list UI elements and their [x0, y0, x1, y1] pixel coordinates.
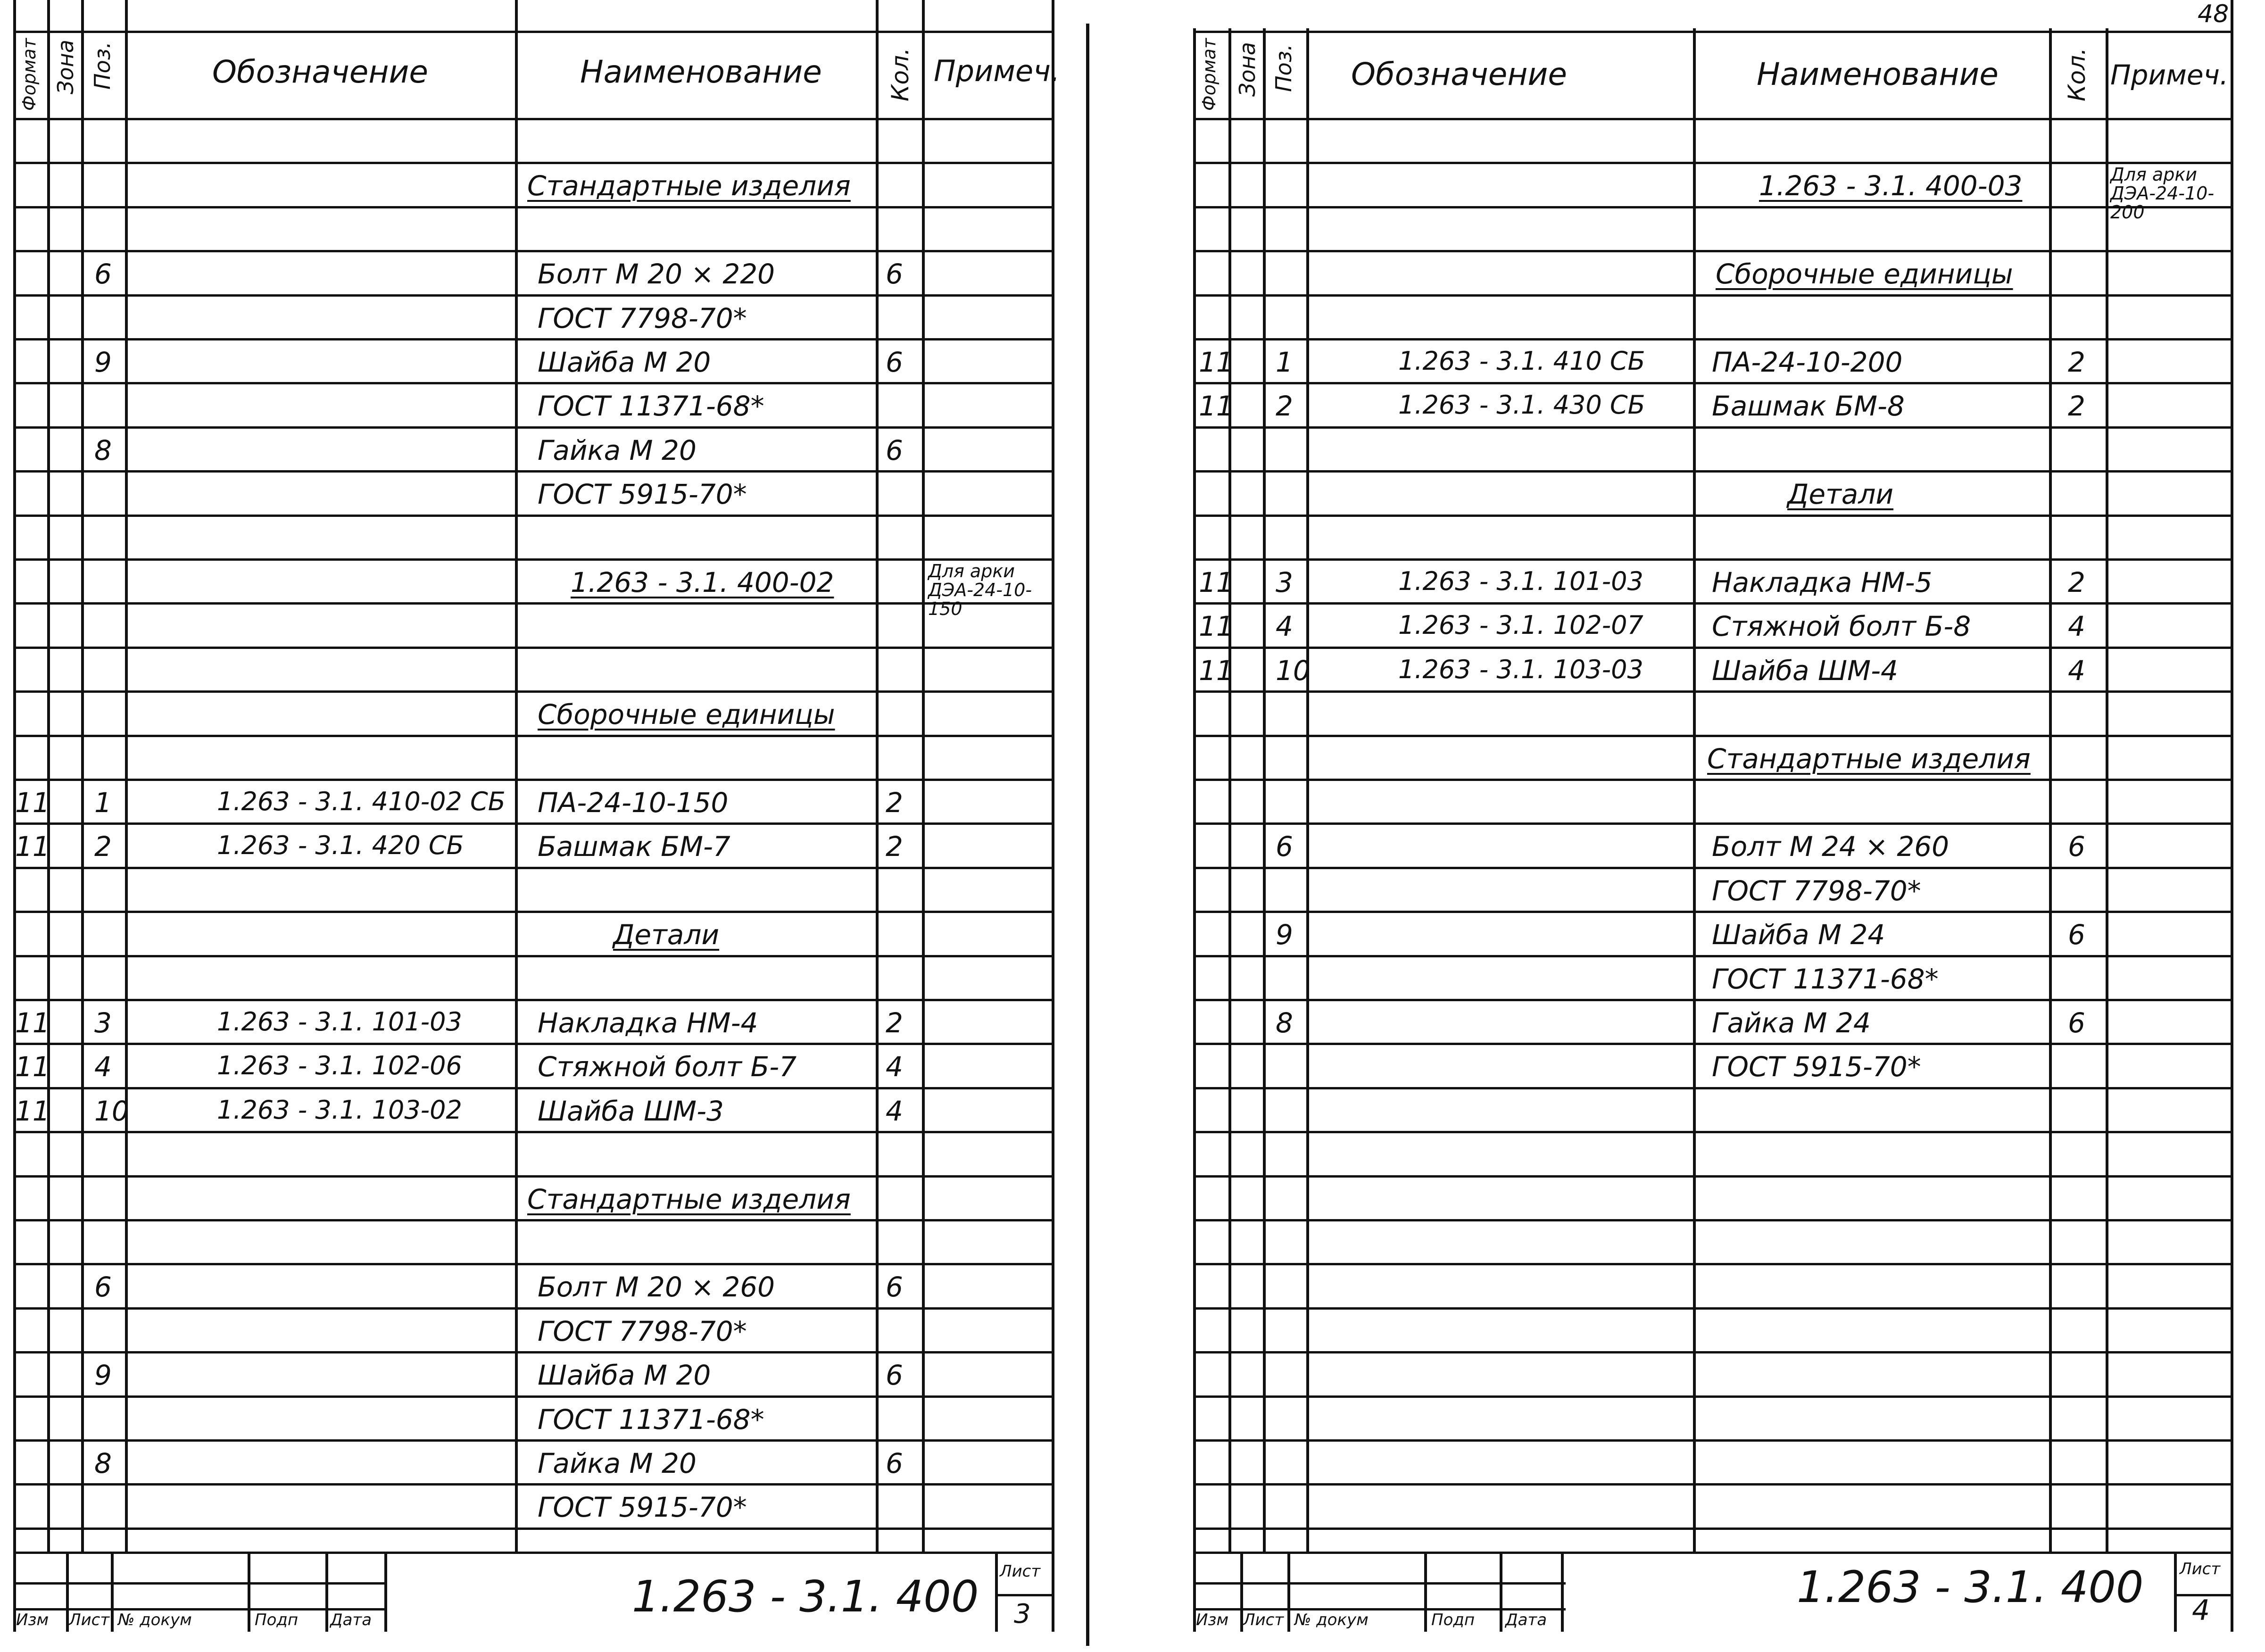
- grid-line: [248, 1552, 250, 1632]
- sheet-number: 3: [1014, 1599, 1031, 1629]
- title-block-line: [995, 1594, 1052, 1596]
- tb-label-date: Дата: [330, 1610, 372, 1629]
- grid-line: [81, 0, 84, 1552]
- row-line: [1193, 1131, 2233, 1133]
- document-number: 1.263 - 3.1. 400: [1797, 1562, 2144, 1612]
- row-line: [13, 647, 1053, 649]
- row-line: [1193, 647, 2233, 649]
- grid-line: [515, 0, 518, 1552]
- cell-position: 9: [94, 346, 112, 378]
- cell-format: 11: [1199, 390, 1234, 423]
- grid-line: [995, 1552, 998, 1632]
- row-line: [1193, 470, 2233, 473]
- cell-designation: 1.263 - 3.1. 101-03: [217, 1007, 462, 1037]
- cell-quantity: 4: [2068, 610, 2085, 643]
- cell-designation: 1.263 - 3.1. 103-02: [217, 1095, 462, 1125]
- grid-line: [1193, 28, 1196, 1632]
- cell-position: 10: [1276, 654, 1311, 687]
- row-line: [1193, 1483, 2233, 1486]
- cell-format: 11: [15, 830, 50, 863]
- section-heading: 1.263 - 3.1. 400-02: [571, 566, 834, 598]
- cell-name: ГОСТ 5915-70*: [1712, 1051, 1921, 1083]
- grid-line: [1500, 1552, 1502, 1632]
- sheet-number: 4: [2192, 1594, 2210, 1627]
- cell-position: 8: [1276, 1007, 1293, 1039]
- cell-quantity: 2: [886, 1007, 903, 1039]
- row-line: [13, 382, 1053, 384]
- row-line: [1193, 1175, 2233, 1178]
- col-header-designation: Обозначение: [212, 54, 428, 90]
- cell-name: Накладка НМ-5: [1712, 566, 1933, 598]
- col-header-zone: Зона: [53, 40, 78, 94]
- row-line: [13, 1175, 1053, 1178]
- row-line: [13, 470, 1053, 473]
- row-line: [1193, 867, 2233, 869]
- cell-designation: 1.263 - 3.1. 103-03: [1398, 654, 1643, 684]
- corner-page-mark: 48: [2198, 0, 2229, 28]
- grid-line: [1693, 28, 1696, 1552]
- cell-position: 9: [1276, 919, 1293, 951]
- tb-label-doc: № докум: [118, 1610, 192, 1629]
- row-line: [1193, 1439, 2233, 1442]
- section-heading: Детали: [1787, 478, 1894, 511]
- cell-name: Шайба М 24: [1712, 919, 1885, 951]
- sheet-label: Лист: [1000, 1562, 1041, 1581]
- row-line: [1193, 118, 2233, 120]
- row-line: [1193, 911, 2233, 913]
- cell-quantity: 6: [2068, 1007, 2085, 1039]
- sheet-label: Лист: [2180, 1560, 2221, 1578]
- grid-line: [111, 1552, 114, 1632]
- cell-name: Шайба М 20: [538, 1359, 711, 1392]
- grid-line: [1263, 28, 1266, 1552]
- row-line: [13, 867, 1053, 869]
- row-line: [13, 558, 1053, 561]
- row-line: [1193, 1395, 2233, 1398]
- cell-name: Болт М 20 × 220: [538, 258, 775, 291]
- row-line: [13, 735, 1053, 737]
- row-line: [1193, 735, 2233, 737]
- cell-name: Гайка М 20: [538, 434, 697, 466]
- section-heading: Сборочные единицы: [1716, 258, 2013, 291]
- cell-name: ПА-24-10-150: [538, 787, 729, 819]
- cell-designation: 1.263 - 3.1. 430 СБ: [1398, 390, 1645, 420]
- cell-quantity: 6: [886, 1271, 903, 1303]
- row-line: [1193, 779, 2233, 781]
- cell-quantity: 6: [886, 434, 903, 466]
- row-line: [13, 426, 1053, 429]
- title-block-line: [13, 1582, 386, 1585]
- cell-quantity: 6: [886, 1359, 903, 1392]
- cell-name: Гайка М 20: [538, 1447, 697, 1479]
- cell-quantity: 2: [2068, 390, 2085, 423]
- row-line: [13, 1131, 1053, 1133]
- grid-line: [1052, 0, 1054, 1632]
- cell-name: ГОСТ 5915-70*: [538, 478, 747, 511]
- row-line: [13, 1307, 1053, 1310]
- row-line: [1193, 999, 2233, 1001]
- row-line: [1193, 515, 2233, 517]
- cell-name: ГОСТ 7798-70*: [1712, 874, 1921, 907]
- col-header-pos: Поз.: [90, 42, 115, 90]
- binding-edge-line: [1086, 24, 1089, 1646]
- cell-format: 11: [1199, 566, 1234, 598]
- row-line: [13, 1087, 1053, 1089]
- cell-position: 8: [94, 1447, 112, 1479]
- tb-label-doc: № докум: [1294, 1610, 1369, 1629]
- grid-line: [876, 0, 879, 1552]
- grid-line: [47, 0, 50, 1552]
- tb-label-izm: Изм: [1196, 1610, 1229, 1629]
- title-block-border: [1193, 1552, 2233, 1554]
- col-header-format: Формат: [19, 38, 40, 111]
- row-line: [13, 1439, 1053, 1442]
- cell-position: 3: [1276, 566, 1293, 598]
- row-line: [1193, 822, 2233, 825]
- section-heading: 1.263 - 3.1. 400-03: [1759, 170, 2023, 202]
- cell-position: 2: [1276, 390, 1293, 423]
- cell-quantity: 6: [2068, 919, 2085, 951]
- cell-position: 6: [1276, 830, 1293, 863]
- cell-quantity: 6: [2068, 830, 2085, 863]
- cell-designation: 1.263 - 3.1. 420 СБ: [217, 830, 464, 861]
- col-header-qty: Кол.: [887, 48, 914, 101]
- col-header-note: Примеч.: [934, 54, 1060, 88]
- cell-format: 11: [15, 1051, 50, 1083]
- row-line: [13, 690, 1053, 693]
- row-line: [13, 1043, 1053, 1045]
- cell-designation: 1.263 - 3.1. 410-02 СБ: [217, 787, 506, 816]
- row-line: [13, 1527, 1053, 1530]
- tb-label-izm: Изм: [16, 1610, 49, 1629]
- section-heading: Сборочные единицы: [538, 698, 835, 731]
- row-line: [1193, 338, 2233, 340]
- cell-position: 2: [94, 830, 112, 863]
- col-header-pos: Поз.: [1271, 44, 1296, 92]
- cell-position: 9: [94, 1359, 112, 1392]
- row-line: [13, 515, 1053, 517]
- cell-name: ГОСТ 11371-68*: [538, 390, 764, 423]
- spec-sheet-left: [0, 0, 1099, 1652]
- col-header-name: Наименование: [1757, 56, 1999, 92]
- cell-quantity: 4: [886, 1051, 903, 1083]
- section-heading: Детали: [613, 919, 720, 951]
- col-header-format: Формат: [1199, 38, 1220, 111]
- cell-name: ГОСТ 5915-70*: [538, 1491, 747, 1524]
- grid-line: [922, 0, 925, 1552]
- row-line: [1193, 162, 2233, 164]
- cell-position: 1: [94, 787, 112, 819]
- cell-name: Болт М 24 × 260: [1712, 830, 1950, 863]
- cell-position: 3: [94, 1007, 112, 1039]
- cell-name: ПА-24-10-200: [1712, 346, 1903, 378]
- cell-name: Шайба ШМ-4: [1712, 654, 1898, 687]
- cell-name: Башмак БМ-7: [538, 830, 730, 863]
- tb-label-sign: Подп: [1431, 1610, 1475, 1629]
- tb-label-sign: Подп: [255, 1610, 299, 1629]
- grid-line: [2106, 28, 2108, 1552]
- tb-label-list: Лист: [1243, 1610, 1284, 1629]
- row-line: [13, 294, 1053, 297]
- row-line: [13, 779, 1053, 781]
- grid-line: [384, 1552, 387, 1632]
- cell-name: Накладка НМ-4: [538, 1007, 758, 1039]
- row-line: [13, 911, 1053, 913]
- cell-format: 11: [1199, 610, 1234, 643]
- cell-name: Шайба М 20: [538, 346, 711, 378]
- cell-name: Гайка М 24: [1712, 1007, 1871, 1039]
- row-line: [1193, 1087, 2233, 1089]
- document-number: 1.263 - 3.1. 400: [632, 1571, 979, 1622]
- cell-designation: 1.263 - 3.1. 102-06: [217, 1051, 462, 1081]
- row-line: [1193, 1263, 2233, 1265]
- cell-position: 1: [1276, 346, 1293, 378]
- cell-quantity: 2: [2068, 566, 2085, 598]
- section-heading: Стандартные изделия: [527, 170, 851, 202]
- cell-quantity: 2: [886, 787, 903, 819]
- grid-line: [1424, 1552, 1427, 1632]
- col-header-designation: Обозначение: [1351, 56, 1567, 92]
- grid-line: [1306, 28, 1309, 1552]
- cell-name: Шайба ШМ-3: [538, 1095, 724, 1127]
- grid-line: [2231, 0, 2233, 1632]
- row-line: [13, 1263, 1053, 1265]
- row-line: [1193, 294, 2233, 297]
- row-line: [1193, 250, 2233, 252]
- row-line: [13, 338, 1053, 340]
- cell-position: 4: [94, 1051, 112, 1083]
- col-header-name: Наименование: [580, 54, 822, 90]
- col-header-qty: Кол.: [2063, 48, 2091, 101]
- row-line: [1193, 690, 2233, 693]
- spec-sheet-right: [1193, 0, 2265, 1652]
- cell-name: Башмак БМ-8: [1712, 390, 1905, 423]
- row-line: [1193, 602, 2233, 605]
- header-top-line: [13, 31, 1053, 33]
- row-line: [1193, 558, 2233, 561]
- cell-name: Стяжной болт Б-8: [1712, 610, 1971, 643]
- cell-quantity: 2: [886, 830, 903, 863]
- cell-name: ГОСТ 11371-68*: [538, 1403, 764, 1436]
- cell-position: 8: [94, 434, 112, 466]
- row-line: [13, 1483, 1053, 1486]
- row-line: [13, 1219, 1053, 1221]
- cell-designation: 1.263 - 3.1. 102-07: [1398, 610, 1643, 640]
- cell-format: 11: [15, 1007, 50, 1039]
- cell-quantity: 6: [886, 346, 903, 378]
- section-heading: Стандартные изделия: [527, 1183, 851, 1215]
- cell-format: 11: [15, 787, 50, 819]
- cell-quantity: 4: [2068, 654, 2085, 687]
- grid-line: [1287, 1552, 1290, 1632]
- row-line: [1193, 1351, 2233, 1353]
- tb-label-list: Лист: [69, 1610, 110, 1629]
- row-line: [13, 822, 1053, 825]
- grid-line: [1228, 28, 1231, 1552]
- row-line: [13, 999, 1053, 1001]
- col-header-note: Примеч.: [2110, 59, 2229, 91]
- row-line: [13, 1351, 1053, 1353]
- cell-name: Болт М 20 × 260: [538, 1271, 775, 1303]
- row-line: [13, 250, 1053, 252]
- grid-line: [2174, 1552, 2177, 1632]
- title-block-line: [1193, 1582, 1566, 1585]
- row-line: [13, 206, 1053, 208]
- cell-position: 4: [1276, 610, 1293, 643]
- cell-quantity: 2: [2068, 346, 2085, 378]
- col-header-zone: Зона: [1235, 42, 1260, 97]
- row-line: [1193, 382, 2233, 384]
- title-block-border: [13, 1552, 1053, 1554]
- cell-name: ГОСТ 7798-70*: [538, 1315, 747, 1347]
- section-heading: Стандартные изделия: [1707, 742, 2031, 775]
- cell-quantity: 4: [886, 1095, 903, 1127]
- cell-note: Для арки ДЭА-24-10-200: [2110, 164, 2215, 223]
- row-line: [1193, 206, 2233, 208]
- grid-line: [1561, 1552, 1564, 1632]
- cell-format: 11: [1199, 346, 1234, 378]
- cell-designation: 1.263 - 3.1. 101-03: [1398, 566, 1643, 596]
- cell-name: ГОСТ 11371-68*: [1712, 963, 1939, 995]
- row-line: [1193, 1307, 2233, 1310]
- cell-designation: 1.263 - 3.1. 410 СБ: [1398, 346, 1645, 376]
- cell-name: Стяжной болт Б-7: [538, 1051, 797, 1083]
- row-line: [1193, 955, 2233, 957]
- cell-position: 10: [94, 1095, 129, 1127]
- cell-name: ГОСТ 7798-70*: [538, 302, 747, 334]
- header-top-line: [1193, 31, 2233, 33]
- tb-label-date: Дата: [1505, 1610, 1547, 1629]
- cell-note: Для арки ДЭА-24-10-150: [928, 561, 1032, 619]
- grid-line: [2049, 28, 2052, 1552]
- cell-format: 11: [15, 1095, 50, 1127]
- cell-position: 6: [94, 1271, 112, 1303]
- row-line: [13, 1395, 1053, 1398]
- cell-position: 6: [94, 258, 112, 291]
- row-line: [1193, 426, 2233, 429]
- row-line: [1193, 1527, 2233, 1530]
- grid-line: [325, 1552, 328, 1632]
- row-line: [13, 162, 1053, 164]
- cell-quantity: 6: [886, 258, 903, 291]
- row-line: [13, 118, 1053, 120]
- row-line: [1193, 1219, 2233, 1221]
- row-line: [13, 955, 1053, 957]
- cell-format: 11: [1199, 654, 1234, 687]
- row-line: [13, 602, 1053, 605]
- row-line: [1193, 1043, 2233, 1045]
- cell-quantity: 6: [886, 1447, 903, 1479]
- grid-line: [125, 0, 128, 1552]
